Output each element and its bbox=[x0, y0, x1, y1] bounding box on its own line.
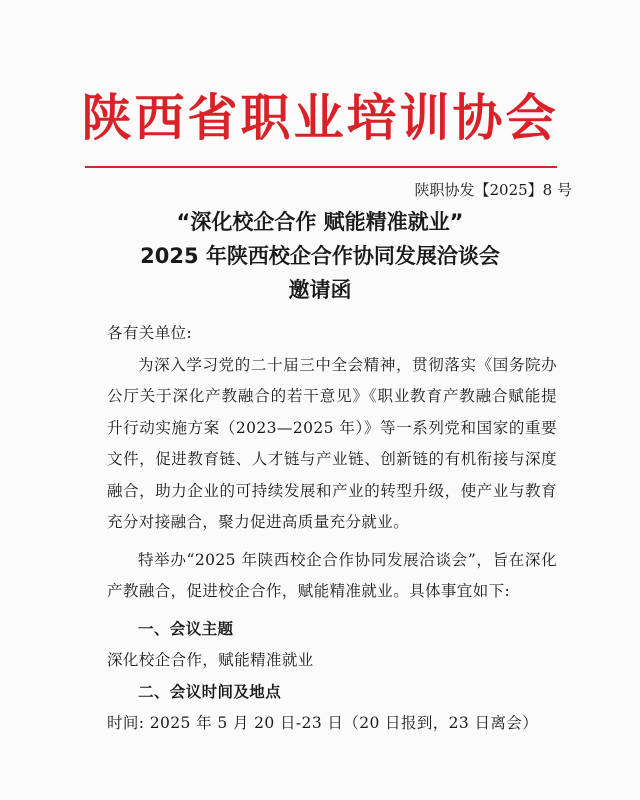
title-line-3: 邀请函 bbox=[288, 278, 352, 302]
meeting-time: 时间: 2025 年 5 月 20 日-23 日（20 日报到，23 日离会） bbox=[107, 714, 539, 732]
section-theme-content: 深化校企合作，赋能精准就业 bbox=[107, 651, 314, 669]
letterhead-divider bbox=[85, 166, 557, 168]
letter-body bbox=[107, 318, 557, 740]
salutation: 各有关单位: bbox=[107, 324, 193, 342]
paragraph-intro: 为深入学习党的二十届三中全会精神，贯彻落实《国务院办公厅关于深化产教融合的若干意见》《职业教育产教融合赋能提升行动实施方案（2023—2025 年）》等一系列党和国家的重要文件，促进教育链、人才链与产业链、创新链的有机衔接与深度融合，助力企业的可持续发展和产业的转型升级，使产业与教育充分对接融合，聚力促进高质量充分就业。 bbox=[107, 355, 557, 531]
document-number: 陕职协发【2025】8 号 bbox=[414, 181, 572, 199]
section-heading-theme: 一、会议主题 bbox=[138, 619, 234, 638]
section-heading-time-place: 二、会议时间及地点 bbox=[138, 682, 282, 701]
letterhead-title: 陕西省职业培训协会 bbox=[81, 88, 559, 147]
title-line-2: 2025 年陕西校企合作协同发展洽谈会 bbox=[140, 244, 500, 268]
title-line-1: “深化校企合作 赋能精准就业” bbox=[176, 210, 464, 234]
paragraph-purpose: 特举办“2025 年陕西校企合作协同发展洽谈会”，旨在深化产教融合，促进校企合作，赋能精准就业。具体事宜如下: bbox=[107, 550, 557, 600]
